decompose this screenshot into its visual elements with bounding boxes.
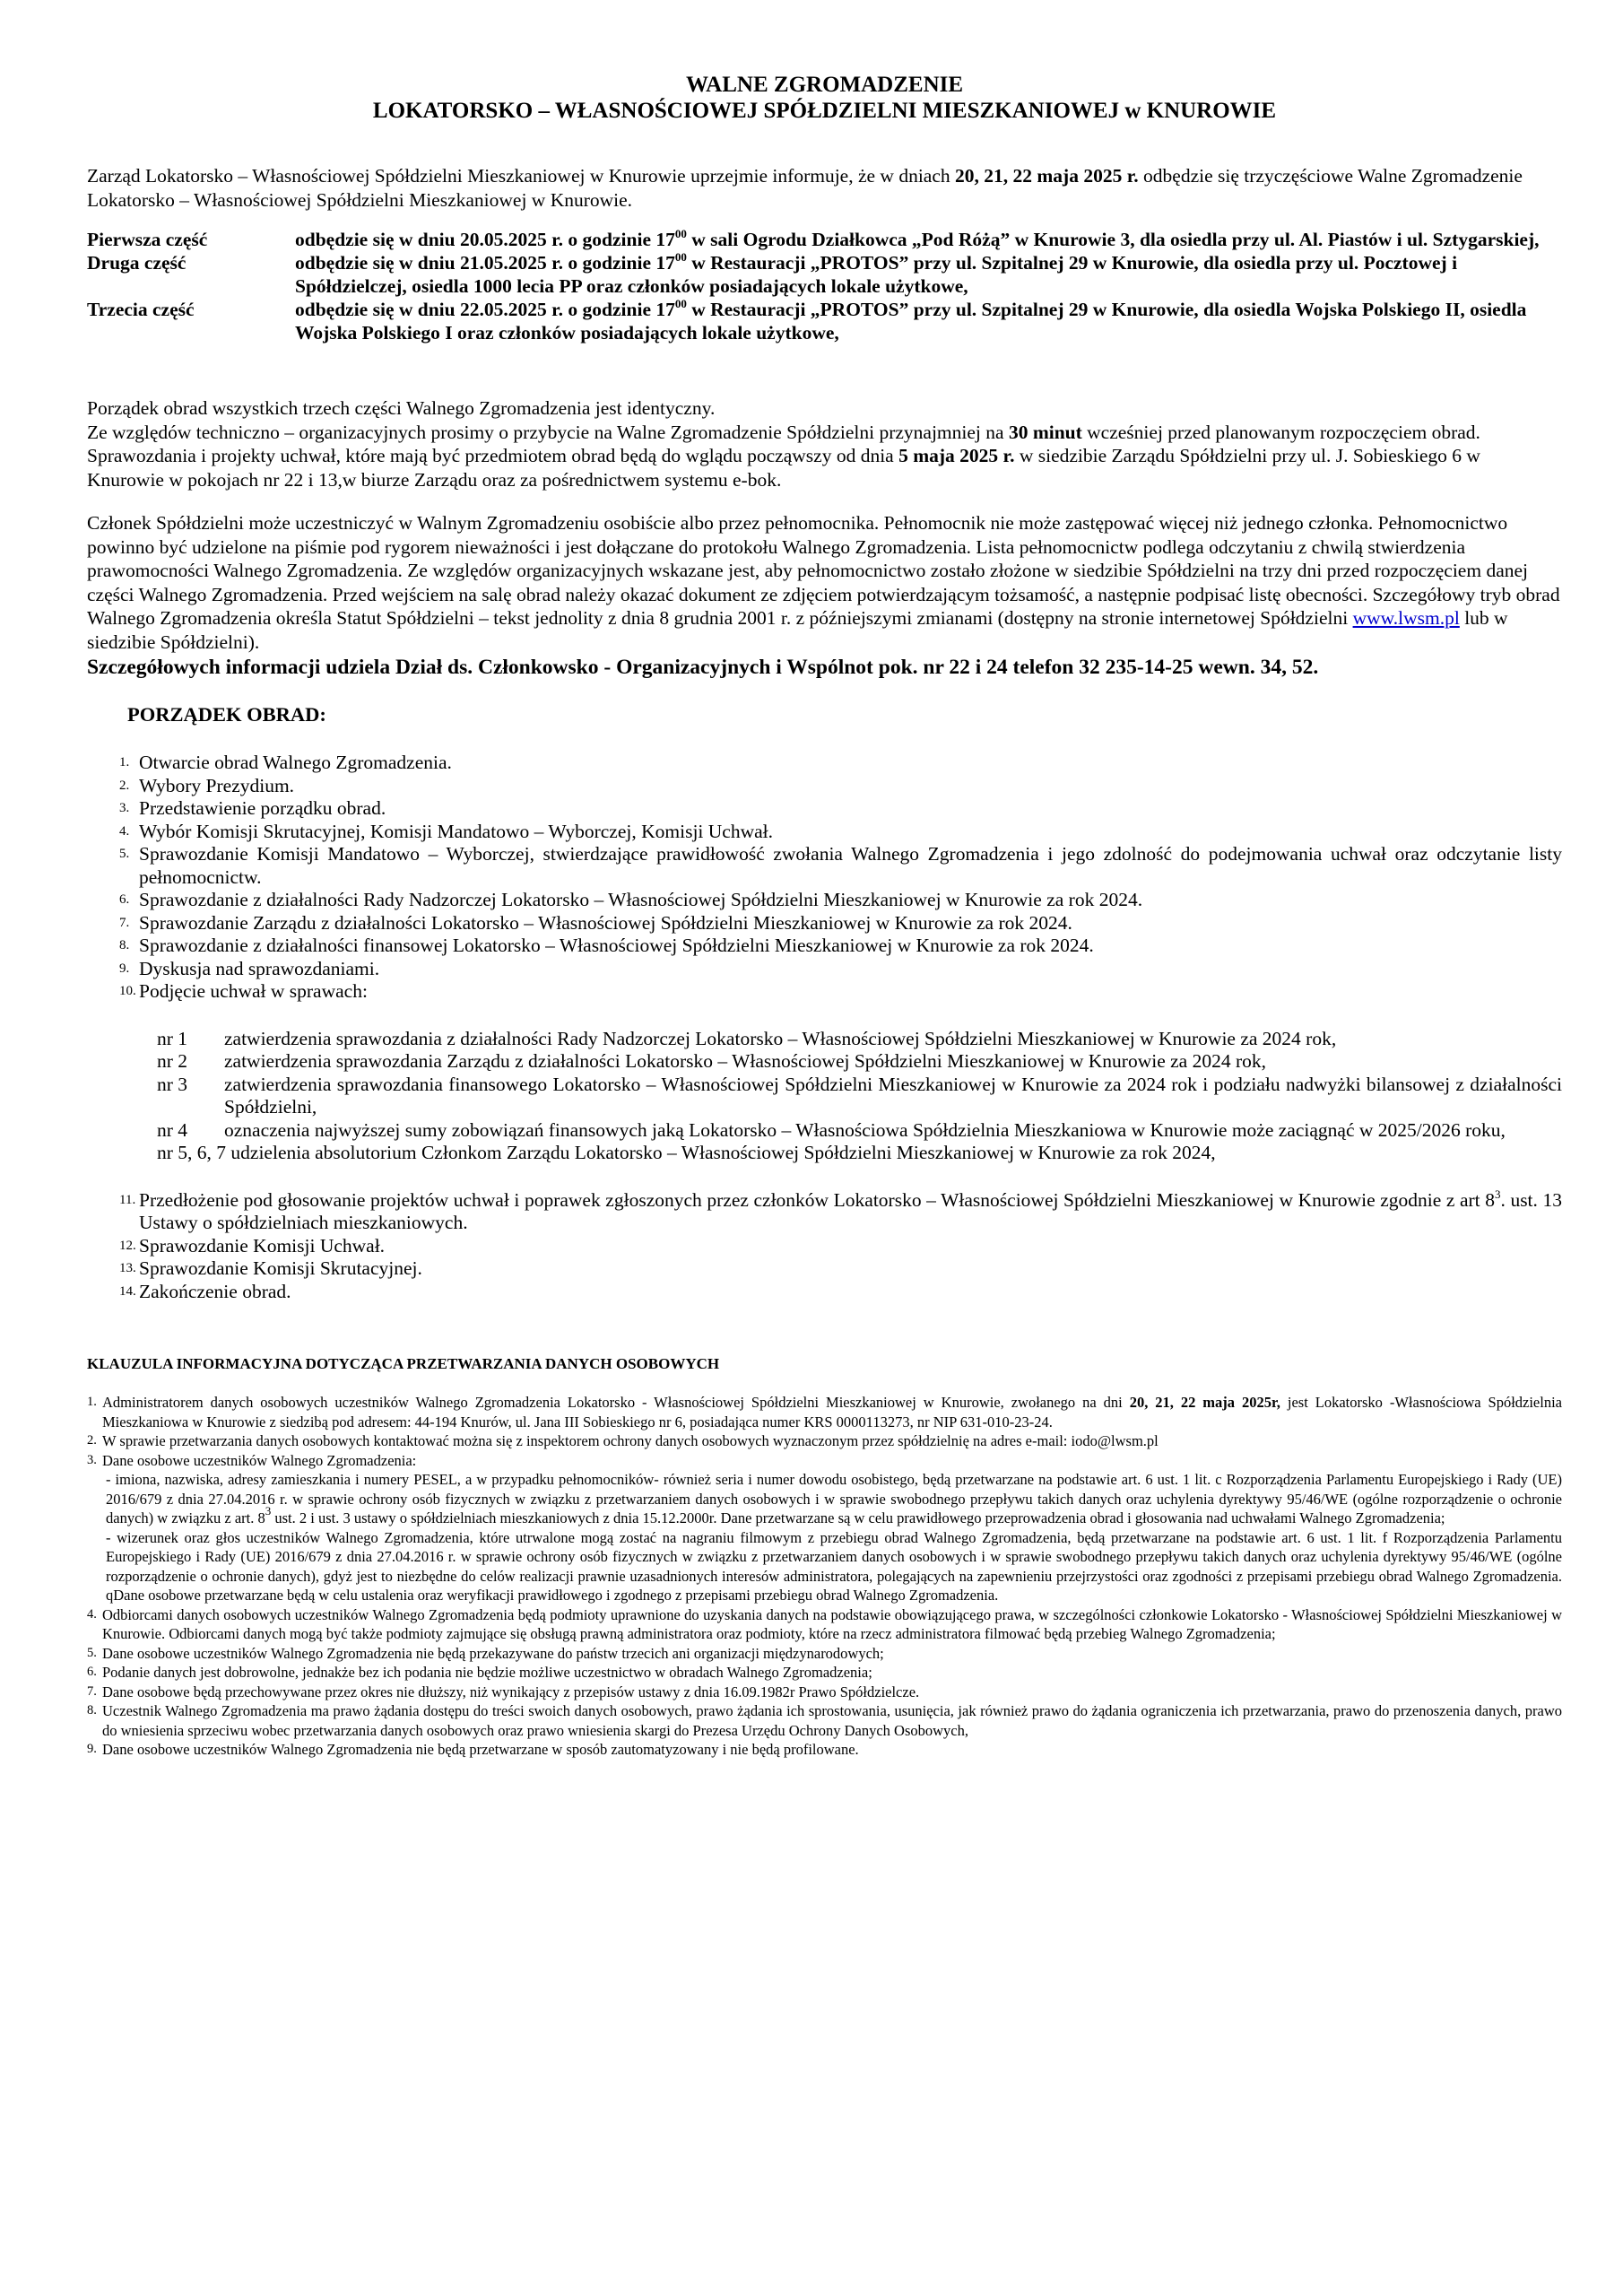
clause-text xyxy=(102,1451,1562,1605)
agenda-text: Dyskusja nad sprawozdaniami. xyxy=(139,957,380,979)
clause-item xyxy=(87,1644,1562,1664)
part-text: w Restauracji „PROTOS” przy ul. Szpitalnej 29 w Knurowie, dla osiedla Wojska Polskiego II, osiedla Wojska Polskiego I oraz członków posiadających lokale użytkowe, xyxy=(295,299,1527,344)
resolution-item xyxy=(157,1028,1562,1051)
info-text: Sprawozdania i projekty uchwał, które mają być przedmiotem obrad będą do wglądu począwszy od dnia xyxy=(87,445,899,466)
agenda-number: 7. xyxy=(119,915,130,930)
agenda-item xyxy=(87,912,1562,935)
agenda-text-part: Przedłożenie pod głosowanie projektów uchwał i poprawek zgłoszonych przez członków Lokatorsko – Własnościowej Spółdzielni Mieszkaniowej w Knurowie zgodnie z art 8 xyxy=(139,1188,1495,1211)
agenda-text: Sprawozdanie z działalności finansowej Lokatorsko – Własnościowej Spółdzielni Mieszkaniowej w Knurowie za rok 2024. xyxy=(139,935,1094,956)
title-line-1: WALNE ZGROMADZENIE xyxy=(685,73,964,97)
clause-number: 6. xyxy=(87,1665,97,1679)
title-line-2: LOKATORSKO – WŁASNOŚCIOWEJ SPÓŁDZIELNI MIESZKANIOWEJ w KNUROWIE xyxy=(372,99,1277,123)
clause-text-part: ust. 2 i ust. 3 ustawy o spółdzielniach mieszkaniowych z dnia 15.12.2000r. Dane przetwarzane są w celu prawidłowego przeprowadzenia obrad i głosowania nad uchwałami Walnego Zgromadzenia; xyxy=(271,1509,1445,1526)
info-line-2 xyxy=(87,421,1562,445)
resolution-text: nr 5, 6, 7 udzielenia absolutorium Członkom Zarządu Lokatorsko – Własnościowej Spółdzielni Mieszkaniowej w Knurowie za rok 2024, xyxy=(157,1142,1216,1163)
resolution-number: nr 4 xyxy=(157,1118,188,1141)
clause-text: Dane osobowe uczestników Walnego Zgromadzenia nie będą przetwarzane w sposób zautomatyzowany i nie będą profilowane. xyxy=(102,1741,859,1758)
agenda-item xyxy=(87,1235,1562,1258)
agenda-text: Wybory Prezydium. xyxy=(139,774,295,796)
resolution-number: nr 2 xyxy=(157,1050,188,1072)
resolution-text: zatwierdzenia sprawozdania z działalności Rady Nadzorczej Lokatorsko – Własnościowej Spółdzielni Mieszkaniowej w Knurowie za 2024 rok, xyxy=(224,1027,1337,1049)
intro-text-end: odbędzie się trzyczęściowe Walne Zgromadzenie Lokatorsko – Własnościowej Spółdzielni Mieszkaniowej w Knurowie. xyxy=(87,165,1523,211)
agenda-number: 11. xyxy=(119,1192,136,1207)
part-row xyxy=(87,298,1562,344)
time-sup: 00 xyxy=(674,297,687,310)
resolution-number: nr 3 xyxy=(157,1073,188,1095)
agenda-item xyxy=(87,797,1562,821)
agenda-text: Sprawozdanie Komisji Skrutacyjnej. xyxy=(139,1257,422,1279)
agenda-number: 1. xyxy=(119,755,130,770)
member-block xyxy=(87,511,1562,681)
time-sup: 00 xyxy=(674,227,687,240)
agenda-text: Zakończenie obrad. xyxy=(139,1280,291,1302)
document-title xyxy=(87,72,1562,124)
clause-heading: KLAUZULA INFORMACYJNA DOTYCZĄCA PRZETWARZANIA DANYCH OSOBOWYCH xyxy=(87,1355,720,1372)
agenda-item xyxy=(87,980,1562,1004)
resolutions-list xyxy=(157,1028,1562,1165)
agenda-number: 9. xyxy=(119,961,130,976)
info-bold: 5 maja 2025 r. xyxy=(898,445,1015,466)
clause-item xyxy=(87,1663,1562,1683)
meeting-parts xyxy=(87,228,1562,344)
clause-text: Odbiorcami danych osobowych uczestników Walnego Zgromadzenia będą podmioty uprawnione do uzyskania danych na podstawie obowiązującego prawa, w szczególności członkowie Lokatorsko - Własnościowej Spółdzielni Mieszkaniowej w Knurowie. Odbiorcami danych mogą być także podmioty zajmujące się obsługą prawną administratora oraz podmioty, które na rzecz administratora filmować będą przebieg Walnego Zgromadzenia; xyxy=(102,1605,1562,1642)
resolution-item xyxy=(157,1074,1562,1119)
info-text: w siedzibie Zarządu Spółdzielni przy ul. J. Sobieskiego 6 w Knurowie w pokojach nr 22 i 13,w biurze Zarządu oraz za pośrednictwem systemu e-bok. xyxy=(87,445,1480,491)
agenda-item xyxy=(87,1257,1562,1281)
contact-info: Szczegółowych informacji udziela Dział ds. Członkowsko - Organizacyjnych i Wspólnot pok. nr 22 i 24 telefon 32 235-14-25 wewn. 34, 52. xyxy=(87,656,1319,679)
member-paragraph xyxy=(87,511,1562,654)
agenda-number: 14. xyxy=(119,1283,136,1299)
agenda-number: 8. xyxy=(119,938,130,952)
clause-text xyxy=(102,1393,1562,1431)
clause-number: 2. xyxy=(87,1433,97,1448)
agenda-item xyxy=(87,821,1562,844)
agenda-item xyxy=(87,889,1562,912)
agenda-text xyxy=(139,1189,1562,1235)
clause-item xyxy=(87,1393,1562,1431)
info-bold: 30 minut xyxy=(1008,421,1082,443)
resolution-text: zatwierdzenia sprawozdania Zarządu z działalności Lokatorsko – Własnościowej Spółdzielni Mieszkaniowej w Knurowie za 2024 rok, xyxy=(224,1050,1267,1072)
part-text: w sali Ogrodu Działkowca „Pod Różą” w Knurowie 3, dla osiedla przy ul. Al. Piastów i ul. Sztygarskiej, xyxy=(686,229,1540,250)
part-row xyxy=(87,228,1562,251)
part-label: Pierwsza część xyxy=(87,229,208,250)
clause-list xyxy=(87,1393,1562,1760)
agenda-number: 3. xyxy=(119,801,130,815)
part-details xyxy=(295,228,1562,251)
clause-number: 1. xyxy=(87,1395,97,1409)
part-text: odbędzie się w dniu 21.05.2025 r. o godzinie 17 xyxy=(295,252,675,274)
clause-number: 9. xyxy=(87,1742,97,1756)
part-text: odbędzie się w dniu 22.05.2025 r. o godzinie 17 xyxy=(295,299,675,320)
agenda-item xyxy=(87,752,1562,775)
agenda-number: 2. xyxy=(119,778,130,793)
time-sup: 00 xyxy=(674,250,687,264)
resolution-item xyxy=(157,1050,1562,1074)
agenda-number: 4. xyxy=(119,823,130,839)
part-label: Druga część xyxy=(87,252,187,274)
agenda-number: 12. xyxy=(119,1238,136,1253)
resolution-text: oznaczenia najwyższej sumy zobowiązań finansowych jaką Lokatorsko – Własnościowa Spółdzielnia Mieszkaniowa w Knurowie może zaciągnąć w 2025/2026 roku, xyxy=(224,1118,1506,1141)
clause-text: Dane osobowe będą przechowywane przez okres nie dłuższy, niż wynikający z przepisów ustawy z dnia 16.09.1982r Prawo Spółdzielcze. xyxy=(102,1683,920,1700)
agenda-text-part: . ust. 13 Ustawy o spółdzielniach mieszkaniowych. xyxy=(139,1188,1562,1233)
resolution-text: zatwierdzenia sprawozdania finansowego Lokatorsko – Własnościowej Spółdzielni Mieszkaniowej w Knurowie za 2024 rok i podziału nadwyżki bilansowej z działalności Spółdzielni, xyxy=(224,1073,1562,1118)
agenda-item xyxy=(87,935,1562,958)
agenda-number: 13. xyxy=(119,1261,136,1275)
part-row xyxy=(87,251,1562,298)
agenda-item xyxy=(87,775,1562,798)
article-sup: 3 xyxy=(1494,1187,1501,1201)
info-text: Ze względów techniczno – organizacyjnych prosimy o przybycie na Walne Zgromadzenie Spółdzielni przynajmniej na xyxy=(87,421,1009,443)
agenda-item xyxy=(87,1189,1562,1235)
agenda-text: Sprawozdanie Komisji Uchwał. xyxy=(139,1234,386,1257)
agenda-text: Wybór Komisji Skrutacyjnej, Komisji Mandatowo – Wyborczej, Komisji Uchwał. xyxy=(139,820,774,842)
agenda-list xyxy=(87,752,1562,1004)
clause-text: Uczestnik Walnego Zgromadzenia ma prawo żądania dostępu do treści swoich danych osobowych, prawo żądania ich sprostowania, usunięcia, jak również prawo do żądania ograniczenia ich przetwarzania, prawo do przenoszenia danych, prawo do wniesienia sprzeciwu wobec przetwarzania danych osobowych oraz prawo wniesienia skargi do Prezesa Urzędu Ochrony Danych Osobowych, xyxy=(102,1702,1562,1739)
agenda-list-continued xyxy=(87,1189,1562,1304)
agenda-heading: PORZĄDEK OBRAD: xyxy=(127,703,326,726)
document-page xyxy=(87,72,1562,1760)
clause-text-part: Administratorem danych osobowych uczestników Walnego Zgromadzenia Lokatorsko - Własnościowej Spółdzielni Mieszkaniowej w Knurowie, zwołanego na dni xyxy=(102,1394,1130,1411)
info-line-3 xyxy=(87,444,1562,491)
intro-text: Zarząd Lokatorsko – Własnościowej Spółdzielni Mieszkaniowej w Knurowie uprzejmie informuje, że w dniach xyxy=(87,165,956,187)
agenda-text: Sprawozdanie z działalności Rady Nadzorczej Lokatorsko – Własnościowej Spółdzielni Mieszkaniowej w Knurowie za rok 2024. xyxy=(139,889,1143,910)
clause-item xyxy=(87,1431,1562,1451)
clause-subitem: - wizerunek oraz głos uczestników Walnego Zgromadzenia, które utrwalone mogą zostać na nagraniu filmowym z przebiegu obrad Walnego Zgromadzenia, będą przetwarzane na podstawie art. 6 ust. 1 lit. f Rozporządzenia Parlamentu Europejskiego i Rady (UE) 2016/679 z dnia 27.04.2016 r. w sprawie ochrony osób fizycznych w związku z przetwarzaniem danych osobowych i w sprawie swobodnego przepływu takich danych oraz uchylenia dyrektywy 95/46/WE (ogólne rozporządzenie o ochronie danych), gdyż jest to niezbędne do celów realizacji prawnie uzasadnionych interesów administratora, polegających na zapewnieniu przejrzystości oraz zgodności z przepisami przebiegu obrad Walnego Zgromadzenia. qDane osobowe przetwarzane będą w celu ustalenia oraz weryfikacji prawidłowego i zgodnego z przepisami przebiegu obrad Walnego Zgromadzenia. xyxy=(106,1528,1562,1604)
part-details xyxy=(295,251,1562,298)
intro-paragraph xyxy=(87,164,1562,212)
member-text: Członek Spółdzielni może uczestniczyć w Walnym Zgromadzeniu osobiście albo przez pełnomocnika. Pełnomocnik nie może zastępować więcej niż jednego członka. Pełnomocnictwo powinno być udzielone na piśmie pod rygorem nieważności i jest dołączane do protokołu Walnego Zgromadzenia. Lista pełnomocnictw podlega odczytaniu z chwilą stwierdzenia prawomocności Walnego Zgromadzenia. Ze względów organizacyjnych wskazane jest, aby pełnomocnictwo zostało złożone w siedzibie Spółdzielni na trzy dni przed rozpoczęciem danej części Walnego Zgromadzenia. Przed wejściem na salę obrad należy okazać dokument ze zdjęciem potwierdzającym tożsamość, a następnie podpisać listę obecności. Szczegółowy tryb obrad Walnego Zgromadzenia określa Statut Spółdzielni – tekst jednolity z dnia 8 grudnia 2001 r. z późniejszymi zmianami (dostępny na stronie internetowej Spółdzielni xyxy=(87,512,1560,629)
clause-text: Podanie danych jest dobrowolne, jednakże bez ich podania nie będzie możliwe uczestnictwo w obradach Walnego Zgromadzenia; xyxy=(102,1664,872,1681)
clause-subheading: Dane osobowe uczestników Walnego Zgromadzenia: xyxy=(102,1451,417,1469)
clause-number: 8. xyxy=(87,1703,97,1718)
agenda-number: 5. xyxy=(119,847,130,861)
clause-number: 3. xyxy=(87,1452,97,1467)
info-text: wcześniej przed planowanym rozpoczęciem obrad. xyxy=(1081,421,1480,443)
member-text: lub w siedzibie Spółdzielni). xyxy=(87,607,1508,653)
clause-text: W sprawie przetwarzania danych osobowych kontaktować można się z inspektorem ochrony danych osobowych wyznaczonym przez spółdzielnię na adres e-mail: iodo@lwsm.pl xyxy=(102,1432,1159,1449)
agenda-item xyxy=(87,1281,1562,1304)
part-text: odbędzie się w dniu 20.05.2025 r. o godzinie 17 xyxy=(295,229,675,250)
part-text: w Restauracji „PROTOS” przy ul. Szpitalnej 29 w Knurowie, dla osiedla przy ul. Pocztowej i Spółdzielczej, osiedla 1000 lecia PP oraz członków posiadających lokale użytkowe, xyxy=(295,252,1458,297)
agenda-item xyxy=(87,843,1562,889)
article-sup: 3 xyxy=(265,1504,272,1518)
agenda-item xyxy=(87,958,1562,981)
clause-number: 7. xyxy=(87,1683,97,1699)
clause-item xyxy=(87,1740,1562,1760)
agenda-number: 6. xyxy=(119,892,130,907)
resolution-number: nr 1 xyxy=(157,1027,188,1049)
clause-dates: 20, 21, 22 maja 2025r, xyxy=(1129,1394,1280,1411)
agenda-text: Sprawozdanie Zarządu z działalności Lokatorsko – Własnościowej Spółdzielni Mieszkaniowej w Knurowie za rok 2024. xyxy=(139,911,1072,934)
agenda-text: Przedstawienie porządku obrad. xyxy=(139,797,386,819)
agenda-number: 10. xyxy=(119,984,136,998)
clause-item xyxy=(87,1683,1562,1702)
info-line-1: Porządek obrad wszystkich trzech części Walnego Zgromadzenia jest identyczny. xyxy=(87,397,716,419)
clause-item xyxy=(87,1451,1562,1605)
resolution-item xyxy=(157,1142,1562,1165)
clause-text-part: - imiona, nazwiska, adresy zamieszkania i numery PESEL, a w przypadku pełnomocników- również seria i numer dowodu osobistego, będą przetwarzane na podstawie art. 6 ust. 1 lit. c Rozporządzenia Parlamentu Europejskiego i Rady (UE) 2016/679 z dnia 27.04.2016 r. w sprawie ochrony osób fizycznych w związku z przetwarzaniem danych osobowych i w sprawie swobodnego przepływu takich danych oraz uchylenia dyrektywy 95/46/WE (ogólne rozporządzenie o ochronie danych) w związku z art. 8 xyxy=(106,1471,1562,1526)
clause-item xyxy=(87,1701,1562,1740)
clause-text-part: jest Lokatorsko -Własnościowa Spółdzielnia Mieszkaniowa w Knurowie z siedzibą pod adresem: 44-194 Knurów, ul. Jana III Sobieskiego nr 6, posiadająca numer KRS 0000113273, nr NIP 631-010-23-24. xyxy=(102,1394,1562,1431)
clause-text: Dane osobowe uczestników Walnego Zgromadzenia nie będą przekazywane do państw trzecich ani organizacji międzynarodowych; xyxy=(102,1644,884,1662)
clause-number: 4. xyxy=(87,1606,97,1622)
agenda-text: Podjęcie uchwał w sprawach: xyxy=(139,980,368,1002)
info-block xyxy=(87,396,1562,491)
resolution-item xyxy=(157,1119,1562,1143)
website-link[interactable]: www.lwsm.pl xyxy=(1352,607,1460,629)
clause-subitem xyxy=(102,1470,1562,1528)
agenda-text: Sprawozdanie Komisji Mandatowo – Wyborczej, stwierdzające prawidłowość zwołania Walnego Zgromadzenia i jego zdolność do podejmowania uchwał oraz odczytanie listy pełnomocnictw. xyxy=(139,843,1562,888)
part-label: Trzecia część xyxy=(87,299,195,320)
clause-item xyxy=(87,1605,1562,1644)
agenda-text: Otwarcie obrad Walnego Zgromadzenia. xyxy=(139,752,452,773)
part-details xyxy=(295,298,1562,344)
intro-dates: 20, 21, 22 maja 2025 r. xyxy=(955,165,1139,187)
clause-number: 5. xyxy=(87,1645,97,1660)
